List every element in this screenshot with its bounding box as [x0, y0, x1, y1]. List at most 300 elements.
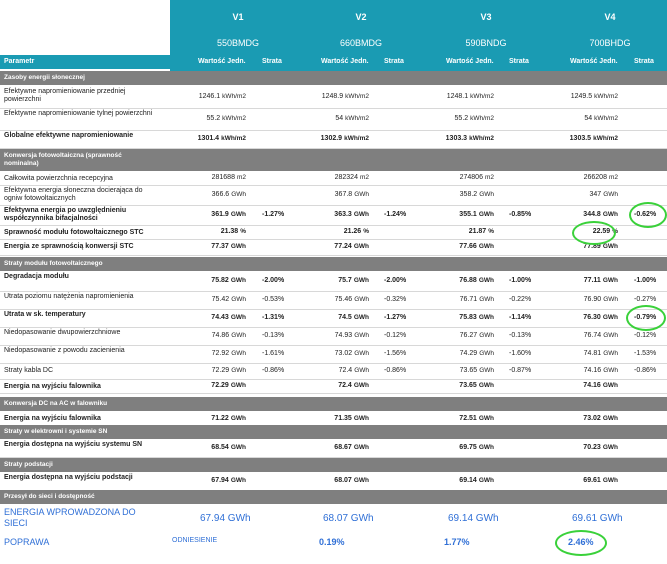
- loss-cell: -0.79%: [634, 314, 657, 321]
- value-number: 77.37: [211, 243, 229, 250]
- value-number: 1248.9: [321, 93, 344, 100]
- value-column-header: Wartość Jedn.: [570, 58, 618, 65]
- value-unit: m2: [608, 174, 618, 181]
- section-header: [0, 257, 667, 271]
- value-unit: GWh: [479, 191, 494, 198]
- value-unit: GWh: [478, 477, 494, 484]
- value-unit: GWh: [230, 211, 246, 218]
- row-label: Degradacja modułu: [4, 273, 69, 280]
- value-unit: GWh: [231, 296, 246, 303]
- value-number: 73.65: [459, 382, 477, 389]
- value-number: 74.16: [583, 367, 602, 374]
- value-number: 75.82: [211, 277, 229, 284]
- value-cell: [584, 367, 618, 374]
- value-unit: GWh: [602, 382, 618, 389]
- row-divider: [0, 255, 667, 256]
- loss-cell: -0.27%: [634, 296, 657, 303]
- section-header: [0, 149, 667, 171]
- value-cell: [583, 477, 618, 484]
- section-title: Przesył do sieci i dostępność: [4, 493, 95, 500]
- value-cell: [334, 477, 369, 484]
- value-unit: GWh: [478, 382, 494, 389]
- value-cell: [211, 477, 246, 484]
- value-cell: [583, 382, 618, 389]
- table-row: [0, 225, 667, 239]
- value-unit: kWh/m2: [222, 115, 246, 122]
- value-cell: [459, 477, 494, 484]
- value-unit: %: [612, 228, 618, 235]
- value-cell: [584, 332, 618, 339]
- value-unit: GWh: [602, 243, 618, 250]
- value-cell: [570, 135, 618, 142]
- row-label: Niedopasowanie z powodu zacienienia: [4, 347, 125, 354]
- value-number: 266208: [583, 174, 607, 181]
- energy-value: 68.07 GWh: [323, 513, 374, 524]
- value-cell: [455, 115, 494, 122]
- table-row: [0, 291, 667, 309]
- row-label: Efektywna energia po uwzględnieniu współczynnika bifacjalności: [4, 207, 127, 222]
- loss-cell: -0.12%: [634, 332, 657, 339]
- value-unit: GWh: [353, 243, 369, 250]
- value-cell: [321, 135, 369, 142]
- value-unit: kWh/m2: [345, 93, 369, 100]
- value-unit: GWh: [478, 415, 494, 422]
- value-number: 77.11: [583, 277, 601, 284]
- value-unit: kWh/m2: [593, 135, 618, 142]
- value-unit: GWh: [230, 277, 246, 284]
- row-label: Energia na wyjściu falownika: [4, 415, 101, 422]
- value-cell: [212, 332, 246, 339]
- loss-cell: -1.24%: [384, 211, 407, 218]
- loss-cell: -0.87%: [509, 367, 532, 374]
- value-cell: [459, 415, 494, 422]
- value-cell: [584, 115, 618, 122]
- value-unit: kWh/m2: [221, 135, 246, 142]
- value-cell: [212, 174, 246, 181]
- value-column-header: Wartość Jedn.: [321, 58, 369, 65]
- value-cell: [344, 228, 369, 235]
- section-header: [0, 425, 667, 439]
- section-header: [0, 458, 667, 472]
- section-title: Zasoby energii słonecznej: [4, 74, 85, 81]
- value-cell: [583, 314, 618, 321]
- version-label: V4: [604, 12, 616, 22]
- value-unit: GWh: [602, 415, 618, 422]
- section-title: Straty podstacji: [4, 461, 53, 468]
- value-number: 73.02: [334, 350, 353, 357]
- version-label: V3: [480, 12, 492, 22]
- value-cell: [221, 228, 246, 235]
- row-label: Niedopasowanie dwupowierzchniowe: [4, 329, 121, 336]
- loss-cell: -1.56%: [384, 350, 407, 357]
- value-unit: GWh: [230, 382, 246, 389]
- value-unit: kWh/m2: [470, 93, 494, 100]
- value-number: 68.54: [211, 444, 229, 451]
- row-label: Globalne efektywne napromieniowanie: [4, 132, 134, 139]
- value-unit: GWh: [602, 211, 618, 218]
- row-label: Efektywne napromieniowanie przedniej powierzchni: [4, 88, 126, 103]
- value-number: 55.2: [206, 115, 221, 122]
- table-row: [0, 309, 667, 327]
- improvement-value: 1.77%: [444, 537, 470, 547]
- value-number: 68.07: [334, 477, 352, 484]
- loss-cell: -1.60%: [509, 350, 532, 357]
- value-cell: [335, 296, 369, 303]
- value-number: 73.02: [583, 415, 601, 422]
- module-model: 660BMDG: [339, 38, 383, 48]
- value-number: 73.65: [459, 367, 478, 374]
- value-number: 74.29: [459, 350, 478, 357]
- param-column-header: Parametr: [4, 58, 35, 65]
- value-number: 1303.5: [569, 135, 592, 142]
- version-label: V2: [355, 12, 367, 22]
- loss-cell: -0.22%: [509, 296, 532, 303]
- loss-column-header: Strata: [509, 58, 529, 65]
- value-unit: GWh: [602, 444, 618, 451]
- version-label: V1: [232, 12, 244, 22]
- value-unit: GWh: [354, 191, 369, 198]
- value-unit: GWh: [354, 296, 369, 303]
- value-number: 69.61: [583, 477, 601, 484]
- value-cell: [211, 444, 246, 451]
- value-unit: GWh: [603, 296, 618, 303]
- table-row: [0, 205, 667, 225]
- value-number: 68.67: [334, 444, 352, 451]
- value-cell: [322, 93, 369, 100]
- value-unit: GWh: [602, 477, 618, 484]
- value-unit: GWh: [479, 296, 494, 303]
- value-unit: GWh: [231, 332, 246, 339]
- value-unit: GWh: [478, 314, 494, 321]
- module-model: 700BHDG: [589, 38, 631, 48]
- value-cell: [207, 115, 246, 122]
- value-number: 72.4: [338, 382, 352, 389]
- table-row: [0, 363, 667, 379]
- value-cell: [334, 415, 369, 422]
- loss-cell: -0.86%: [262, 367, 285, 374]
- value-number: 74.5: [338, 314, 352, 321]
- loss-cell: -0.86%: [634, 367, 657, 374]
- value-unit: m2: [236, 174, 246, 181]
- value-unit: GWh: [602, 277, 618, 284]
- value-number: 367.8: [334, 191, 353, 198]
- value-cell: [199, 93, 246, 100]
- table-row: [0, 271, 667, 291]
- value-unit: GWh: [230, 477, 246, 484]
- value-unit: GWh: [478, 211, 494, 218]
- value-cell: [211, 277, 246, 284]
- value-cell: [583, 211, 618, 218]
- value-number: 344.8: [583, 211, 601, 218]
- energy-value: 69.14 GWh: [448, 513, 499, 524]
- value-cell: [584, 296, 618, 303]
- value-cell: [459, 444, 494, 451]
- improvement-value: ODNIESIENIE: [172, 537, 218, 544]
- loss-cell: -1.27%: [384, 314, 407, 321]
- value-number: 76.88: [459, 277, 477, 284]
- value-unit: GWh: [231, 191, 246, 198]
- table-row: [0, 86, 667, 108]
- value-cell: [459, 277, 494, 284]
- highlight-circle: [626, 305, 666, 331]
- value-number: 1303.3: [445, 135, 468, 142]
- loss-cell: -0.85%: [509, 211, 532, 218]
- loss-cell: -1.00%: [634, 277, 657, 284]
- value-unit: GWh: [602, 314, 618, 321]
- value-number: 67.94: [211, 477, 229, 484]
- value-cell: [590, 191, 619, 198]
- value-cell: [583, 415, 618, 422]
- loss-cell: -0.53%: [262, 296, 285, 303]
- value-cell: [212, 350, 246, 357]
- value-number: 72.51: [459, 415, 477, 422]
- value-unit: %: [363, 228, 369, 235]
- value-cell: [459, 382, 494, 389]
- value-unit: GWh: [230, 415, 246, 422]
- value-number: 74.93: [334, 332, 353, 339]
- highlight-circle: [629, 202, 667, 228]
- energy-row: [0, 505, 667, 533]
- value-cell: [211, 243, 246, 250]
- value-number: 69.14: [459, 477, 477, 484]
- value-unit: GWh: [353, 211, 369, 218]
- value-cell: [460, 332, 494, 339]
- value-cell: [584, 350, 618, 357]
- value-number: 74.43: [211, 314, 229, 321]
- table-row: [0, 239, 667, 255]
- value-number: 76.71: [459, 296, 478, 303]
- table-row: [0, 345, 667, 363]
- value-cell: [212, 191, 246, 198]
- value-cell: [459, 314, 494, 321]
- value-cell: [459, 211, 494, 218]
- value-unit: GWh: [230, 444, 246, 451]
- value-number: 74.81: [583, 350, 602, 357]
- value-unit: GWh: [478, 243, 494, 250]
- value-unit: GWh: [479, 350, 494, 357]
- loss-cell: -0.62%: [634, 211, 657, 218]
- table-row: [0, 327, 667, 345]
- loss-cell: -1.27%: [262, 211, 285, 218]
- value-cell: [460, 350, 494, 357]
- value-cell: [584, 277, 618, 284]
- table-row: [0, 439, 667, 457]
- value-unit: GWh: [603, 191, 618, 198]
- section-header: [0, 71, 667, 85]
- value-number: 282324: [334, 174, 358, 181]
- value-number: 69.75: [459, 444, 477, 451]
- value-unit: GWh: [353, 277, 369, 284]
- value-unit: GWh: [230, 314, 246, 321]
- table-row: [0, 130, 667, 148]
- loss-cell: -2.00%: [384, 277, 407, 284]
- row-label: Utrata poziomu natężenia napromienienia: [4, 293, 134, 300]
- value-number: 1302.9: [320, 135, 343, 142]
- value-unit: GWh: [231, 350, 246, 357]
- value-unit: GWh: [479, 367, 494, 374]
- value-column-header: Wartość Jedn.: [446, 58, 494, 65]
- loss-cell: -1.00%: [509, 277, 532, 284]
- value-cell: [335, 350, 369, 357]
- row-label: Energia ze sprawnością konwersji STC: [4, 243, 134, 250]
- value-number: 72.29: [211, 367, 230, 374]
- value-unit: GWh: [354, 350, 369, 357]
- value-number: 75.7: [338, 277, 352, 284]
- value-cell: [211, 382, 246, 389]
- value-cell: [335, 191, 369, 198]
- value-cell: [584, 174, 618, 181]
- value-unit: GWh: [231, 367, 246, 374]
- value-number: 347: [589, 191, 602, 198]
- value-number: 54: [335, 115, 344, 122]
- value-cell: [338, 314, 369, 321]
- value-unit: GWh: [353, 477, 369, 484]
- value-unit: GWh: [353, 314, 369, 321]
- value-number: 72.92: [211, 350, 230, 357]
- loss-column-header: Strata: [634, 58, 654, 65]
- value-number: 22.59: [592, 228, 611, 235]
- improvement-value: 2.46%: [568, 537, 594, 547]
- value-cell: [334, 211, 369, 218]
- value-number: 77.66: [459, 243, 477, 250]
- value-cell: [335, 332, 369, 339]
- value-unit: m2: [359, 174, 369, 181]
- value-unit: GWh: [478, 277, 494, 284]
- row-divider: [0, 393, 667, 394]
- loss-cell: -0.13%: [262, 332, 285, 339]
- loss-cell: -0.86%: [384, 367, 407, 374]
- value-cell: [211, 314, 246, 321]
- energy-label: ENERGIA WPROWADZONA DO SIECI: [4, 507, 136, 528]
- value-unit: GWh: [479, 332, 494, 339]
- value-number: 21.87: [468, 228, 487, 235]
- table-row: [0, 185, 667, 205]
- value-number: 76.74: [583, 332, 602, 339]
- value-cell: [212, 367, 246, 374]
- value-number: 1301.4: [197, 135, 220, 142]
- value-unit: kWh/m2: [222, 93, 246, 100]
- value-unit: kWh/m2: [344, 135, 369, 142]
- table-row: [0, 472, 667, 490]
- value-number: 281688: [211, 174, 235, 181]
- loss-cell: -0.13%: [509, 332, 532, 339]
- value-number: 21.26: [343, 228, 362, 235]
- value-cell: [338, 382, 369, 389]
- value-number: 358.2: [459, 191, 478, 198]
- value-number: 76.27: [459, 332, 478, 339]
- value-number: 363.3: [334, 211, 352, 218]
- improvement-value: 0.19%: [319, 537, 345, 547]
- value-cell: [334, 444, 369, 451]
- value-number: 1249.5: [570, 93, 593, 100]
- value-number: 77.89: [583, 243, 601, 250]
- highlight-circle: [555, 530, 607, 556]
- row-label: Energia dostępna na wyjściu podstacji: [4, 474, 133, 481]
- value-unit: %: [488, 228, 494, 235]
- highlight-circle: [572, 221, 616, 245]
- value-unit: GWh: [354, 332, 369, 339]
- value-number: 72.4: [338, 367, 353, 374]
- loss-cell: -1.31%: [262, 314, 285, 321]
- value-number: 76.90: [583, 296, 602, 303]
- value-unit: GWh: [354, 367, 369, 374]
- value-number: 74.16: [583, 382, 601, 389]
- value-number: 76.30: [583, 314, 601, 321]
- value-cell: [571, 93, 618, 100]
- loss-cell: -2.00%: [262, 277, 285, 284]
- loss-cell: -1.61%: [262, 350, 285, 357]
- value-number: 361.9: [211, 211, 229, 218]
- loss-column-header: Strata: [384, 58, 404, 65]
- value-number: 77.24: [334, 243, 352, 250]
- row-label: Utrata w sk. temperatury: [4, 311, 86, 318]
- value-number: 71.22: [211, 415, 229, 422]
- value-number: 75.42: [211, 296, 230, 303]
- value-cell: [583, 444, 618, 451]
- module-model: 550BMDG: [216, 38, 260, 48]
- value-number: 71.35: [334, 415, 352, 422]
- value-number: 72.29: [211, 382, 229, 389]
- value-unit: GWh: [353, 444, 369, 451]
- row-label: Energia dostępna na wyjściu systemu SN: [4, 441, 143, 448]
- value-number: 1248.1: [446, 93, 469, 100]
- value-cell: [460, 174, 494, 181]
- section-title: Konwersja DC na AC w falowniku: [4, 400, 108, 407]
- value-column-header: Wartość Jedn.: [198, 58, 246, 65]
- value-unit: GWh: [230, 243, 246, 250]
- value-number: 75.46: [334, 296, 353, 303]
- value-cell: [334, 243, 369, 250]
- value-unit: GWh: [603, 332, 618, 339]
- value-unit: GWh: [353, 382, 369, 389]
- value-number: 74.86: [211, 332, 230, 339]
- value-unit: GWh: [603, 350, 618, 357]
- value-cell: [459, 243, 494, 250]
- table-header: [0, 55, 667, 69]
- value-unit: GWh: [353, 415, 369, 422]
- value-unit: m2: [484, 174, 494, 181]
- row-label: Straty kabla DC: [4, 367, 54, 374]
- loss-column-header: Strata: [262, 58, 282, 65]
- loss-cell: -0.32%: [384, 296, 407, 303]
- value-cell: [469, 228, 494, 235]
- row-label: Efektywna energia słoneczna docierająca do ogniw fotowoltaicznych: [4, 187, 143, 202]
- value-unit: kWh/m2: [345, 115, 369, 122]
- value-cell: [339, 367, 369, 374]
- value-unit: %: [240, 228, 246, 235]
- value-number: 274806: [459, 174, 483, 181]
- value-unit: GWh: [603, 367, 618, 374]
- value-number: 355.1: [459, 211, 477, 218]
- value-number: 366.6: [211, 191, 230, 198]
- value-unit: GWh: [478, 444, 494, 451]
- value-cell: [198, 135, 246, 142]
- value-unit: kWh/m2: [469, 135, 494, 142]
- table-row: [0, 171, 667, 185]
- value-unit: kWh/m2: [594, 93, 618, 100]
- value-cell: [338, 277, 369, 284]
- energy-value: 67.94 GWh: [200, 513, 251, 524]
- loss-cell: -1.53%: [634, 350, 657, 357]
- value-number: 75.83: [459, 314, 477, 321]
- row-label: Efektywne napromieniowanie tylnej powierzchni: [4, 110, 153, 117]
- value-cell: [447, 93, 494, 100]
- section-title: Straty w elektrowni i systemie SN: [4, 428, 108, 435]
- value-cell: [460, 191, 494, 198]
- value-cell: [212, 296, 246, 303]
- row-label: Sprawność modułu fotowoltaicznego STC: [4, 229, 144, 236]
- value-number: 70.23: [583, 444, 601, 451]
